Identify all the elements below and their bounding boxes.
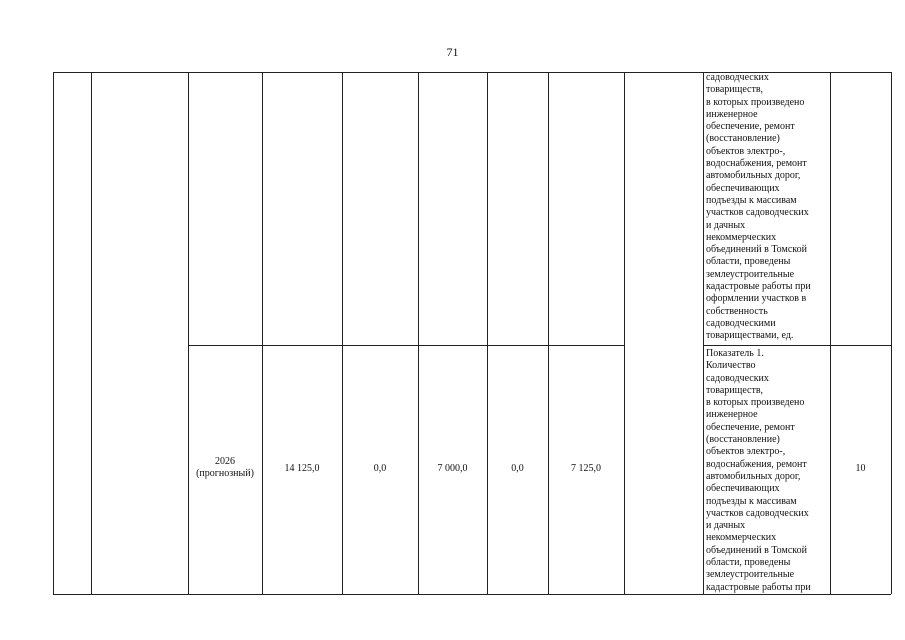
federal-funding: 0,0	[373, 463, 387, 474]
indicator-value: 10	[855, 463, 866, 474]
column-divider	[624, 72, 625, 594]
year-cell	[188, 456, 262, 481]
year-note: (прогнозный)	[196, 468, 254, 480]
column-divider	[418, 72, 419, 594]
other-funding: 7 125,0	[571, 463, 601, 474]
column-divider	[703, 72, 704, 594]
program-table	[53, 72, 891, 594]
local-funding: 0,0	[511, 463, 524, 474]
indicator-description: садоводческих товариществ, в которых произведено инженерное обеспечение, ремонт (восстановление) объектов электро-, водоснабжения, ремонт автомобильных дорог, обеспечивающих подъезды к массивам участков садоводческих и дачных некоммерческих объединений в Томской области, проведены землеустроительные кадастровые работы при оформлении участков в собственность садоводческими товариществами, ед.	[706, 72, 811, 342]
column-divider	[91, 72, 92, 594]
table-border-right	[891, 72, 892, 594]
table-border-bottom	[53, 594, 891, 595]
column-divider	[262, 72, 263, 594]
indicator-description: Показатель 1. Количество садоводческих товариществ, в которых произведено инженерное обеспечение, ремонт (восстановление) объектов электро-, водоснабжения, ремонт автомобильных дорог, обеспечивающих подъезды к массивам участков садоводческих и дачных некоммерческих объединений в Томской области, проведены землеустроительные кадастровые работы при	[706, 348, 811, 593]
row-divider	[703, 345, 891, 346]
column-divider	[188, 72, 189, 594]
column-divider	[487, 72, 488, 594]
page-number: 71	[446, 45, 459, 59]
regional-funding: 7 000,0	[437, 463, 468, 474]
column-divider	[830, 72, 831, 594]
row-divider	[188, 345, 624, 346]
table-border-left	[53, 72, 54, 594]
column-divider	[342, 72, 343, 594]
column-divider	[548, 72, 549, 594]
total-funding: 14 125,0	[284, 463, 320, 474]
year-value: 2026	[215, 456, 235, 467]
